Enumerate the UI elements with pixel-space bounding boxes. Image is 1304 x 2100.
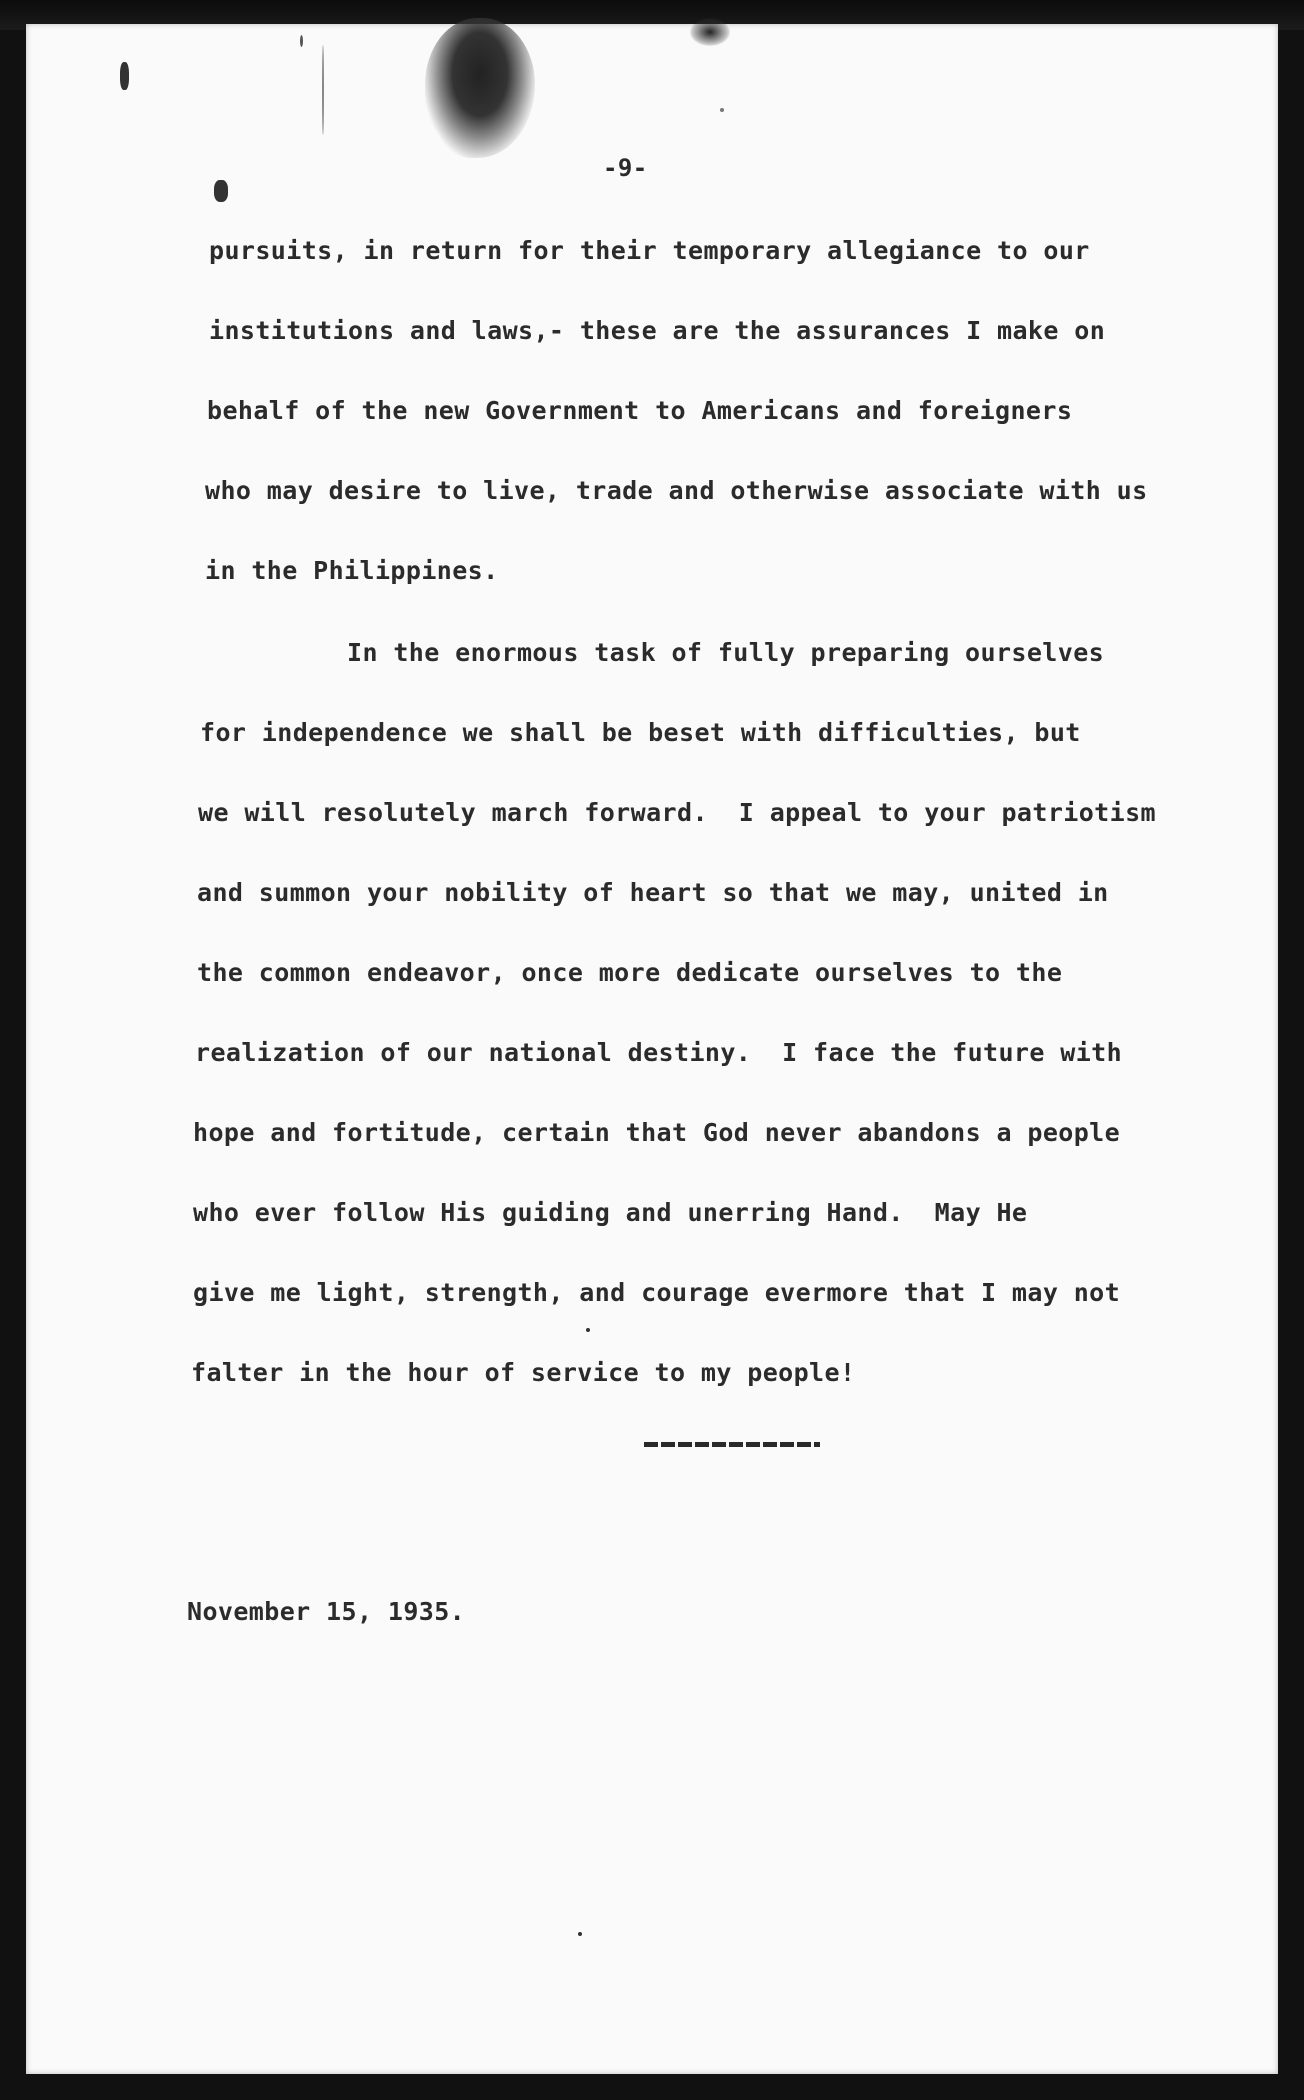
body-line: In the enormous task of fully preparing ourselves <box>347 638 1105 667</box>
body-line: falter in the hour of service to my people! <box>191 1358 856 1387</box>
body-line: hope and fortitude, certain that God never abandons a people <box>193 1118 1121 1147</box>
body-line: in the Philippines. <box>205 556 499 585</box>
scan-speck <box>214 180 228 202</box>
body-line: who ever follow His guiding and unerring Hand. May He <box>193 1198 1028 1227</box>
body-line: behalf of the new Government to Americans and foreigners <box>207 396 1073 425</box>
body-line: realization of our national destiny. I face the future with <box>195 1038 1123 1067</box>
separator-rule <box>644 1442 820 1447</box>
body-line: pursuits, in return for their temporary allegiance to our <box>209 236 1090 265</box>
body-line: for independence we shall be beset with difficulties, but <box>200 718 1081 747</box>
scan-speck <box>300 35 303 47</box>
scan-speck <box>586 1328 590 1332</box>
body-line: we will resolutely march forward. I appeal to your patriotism <box>198 798 1156 827</box>
scan-speck <box>578 1932 582 1936</box>
document-date: November 15, 1935. <box>187 1597 466 1626</box>
page-number: -9- <box>603 154 648 182</box>
ink-stain <box>690 18 730 46</box>
body-line: who may desire to live, trade and otherwise associate with us <box>205 476 1148 505</box>
body-line: institutions and laws,- these are the assurances I make on <box>209 316 1106 345</box>
body-line: give me light, strength, and courage evermore that I may not <box>193 1278 1121 1307</box>
scan-speck <box>120 62 129 90</box>
body-line: and summon your nobility of heart so that we may, united in <box>197 878 1109 907</box>
scan-speck <box>720 108 724 112</box>
scan-speck <box>322 45 324 135</box>
body-line: the common endeavor, once more dedicate ourselves to the <box>197 958 1063 987</box>
